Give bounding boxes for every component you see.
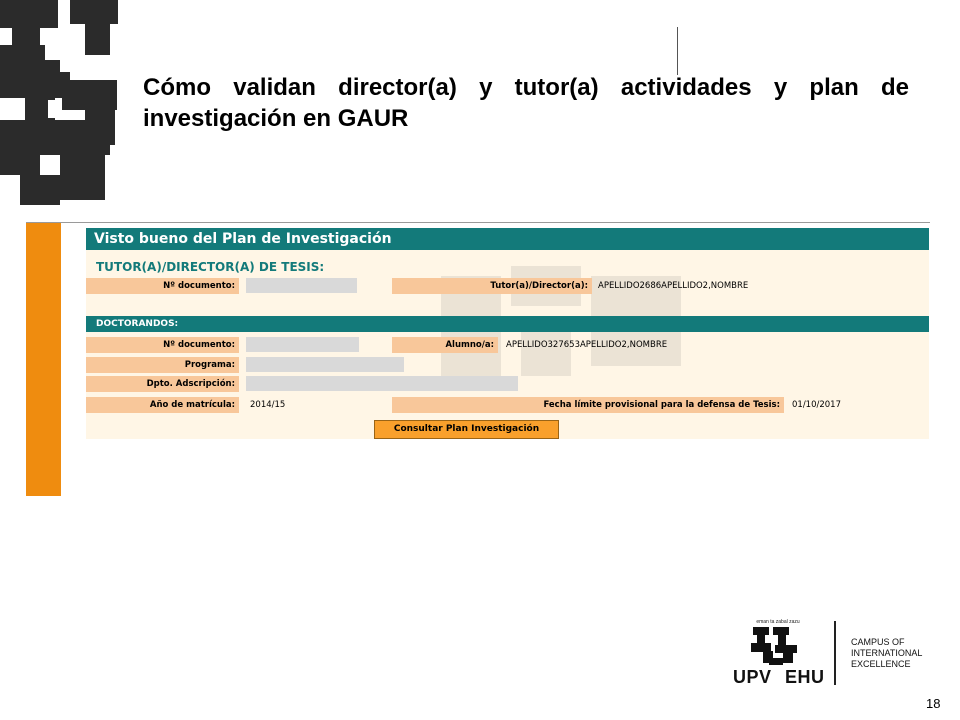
tutor-name-value: APELLIDO2686APELLIDO2,NOMBRE xyxy=(598,281,749,291)
enrollment-year-label: Año de matrícula: xyxy=(86,397,239,413)
dpto-label: Dpto. Adscripción: xyxy=(86,376,239,392)
campus-line-3: EXCELLENCE xyxy=(851,659,911,669)
ehu-wordmark: EHU xyxy=(785,667,825,687)
divider-line xyxy=(677,27,678,75)
thesis-deadline-value: 01/10/2017 xyxy=(792,400,841,410)
tutor-name-label: Tutor(a)/Director(a): xyxy=(392,278,592,294)
panel-header: Visto bueno del Plan de Investigación xyxy=(86,228,929,250)
student-doc-redacted xyxy=(246,337,359,352)
campus-excellence-text xyxy=(851,637,951,670)
research-plan-approval-panel xyxy=(86,228,929,439)
gaur-screenshot xyxy=(26,222,930,496)
upv-wordmark: UPV xyxy=(733,667,772,687)
tutor-section-title: TUTOR(A)/DIRECTOR(A) DE TESIS: xyxy=(96,260,325,274)
student-doc-label: Nº documento: xyxy=(86,337,239,353)
campus-line-1: CAMPUS OF xyxy=(851,637,905,647)
programa-label: Programa: xyxy=(86,357,239,373)
programa-redacted xyxy=(246,357,404,372)
doctorandos-section-title: DOCTORANDOS: xyxy=(86,316,929,332)
view-research-plan-button[interactable]: Consultar Plan Investigación xyxy=(374,420,559,439)
campus-line-2: INTERNATIONAL xyxy=(851,648,923,658)
thesis-deadline-label: Fecha límite provisional para la defensa de Tesis: xyxy=(392,397,784,413)
screenshot-top-border xyxy=(26,222,930,223)
slide-title: Cómo validan director(a) y tutor(a) actividades y plan de investigación en GAUR xyxy=(143,74,909,132)
enrollment-year-value: 2014/15 xyxy=(250,400,286,410)
tutor-doc-redacted xyxy=(246,278,357,293)
page-number: 18 xyxy=(926,696,941,711)
dpto-redacted xyxy=(246,376,518,391)
university-logo-decoration xyxy=(0,0,130,205)
orange-sidebar xyxy=(26,223,61,496)
university-motto: eman ta zabal zazu xyxy=(756,619,800,625)
student-name-value: APELLIDO327653APELLIDO2,NOMBRE xyxy=(506,340,668,350)
tutor-doc-label: Nº documento: xyxy=(86,278,239,294)
branding-separator xyxy=(834,621,836,685)
student-name-label: Alumno/a: xyxy=(392,337,498,353)
